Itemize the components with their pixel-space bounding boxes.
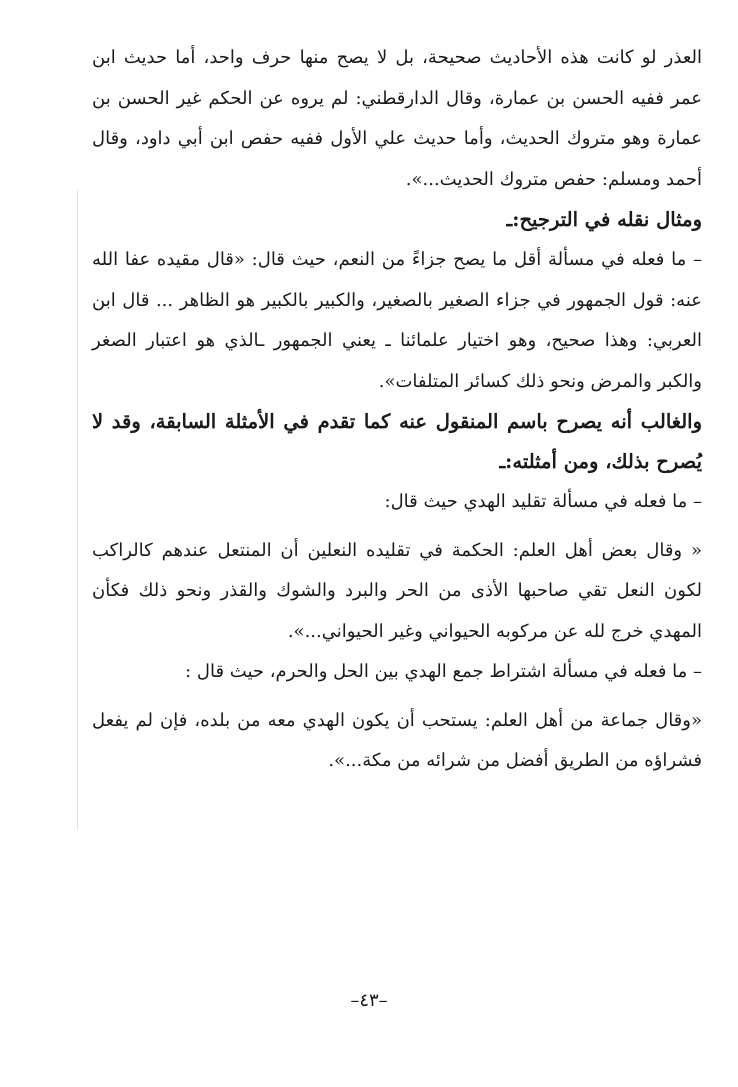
body-text	[92, 38, 702, 782]
heading-unnamed-source: والغالب أنه يصرح باسم المنقول عنه كما تقدم في الأمثلة السابقة، وقد لا يُصرح بذلك، ومن أمثلته:ـ	[92, 410, 702, 473]
page-number: –٤٣–	[350, 990, 388, 1011]
paragraph-hadith-criticism: العذر لو كانت هذه الأحاديث صحيحة، بل لا يصح منها حرف واحد، أما حديث ابن عمر ففيه الحسن بن عمارة، وقال الدارقطني: لم يروه عن الحكم غير الحسن بن عمارة وهو متروك الحديث، وأما حديث علي الأول ففيه حفص ابن أبي داود، وقال أحمد ومسلم: حفص متروك الحديث...».	[92, 47, 702, 190]
paragraph-jaza-example: – ما فعله في مسألة أقل ما يصح جزاءً من النعم، حيث قال: «قال مقيده عفا الله عنه: قول الجمهور في جزاء الصغير بالصغير، والكبير بالكبير هو الظاهر ... قال ابن العربي: وهذا صحيح، وهو اختيار علمائنا ـ يعني الجمهور ـالذي هو اعتبار الصغر والكبر والمرض ونحو ذلك كسائر المتلفات».	[92, 249, 702, 392]
paragraph-hill-haram-intro: – ما فعله في مسألة اشتراط جمع الهدي بين الحل والحرم، حيث قال :	[185, 661, 702, 682]
scan-margin-line	[77, 190, 78, 830]
quote-hady-purchase: «وقال جماعة من أهل العلم: يستحب أن يكون الهدي معه من بلده، فإن لم يفعل فشراؤه من الطريق أفضل من شرائه من مكة...».	[92, 709, 702, 771]
heading-tarjih-example: ومثال نقله في الترجيح:ـ	[506, 208, 702, 231]
paragraph-taqlid-intro: – ما فعله في مسألة تقليد الهدي حيث قال:	[384, 491, 702, 512]
quote-taqlid-hikmah: « وقال بعض أهل العلم: الحكمة في تقليده النعلين أن المنتعل عندهم كالراكب لكون النعل تقي صاحبها الأذى من الحر والبرد والشوك والقذر ونحو ذلك فكأن المهدي خرج لله عن مركوبه الحيواني وغير الحيواني...».	[92, 539, 702, 642]
